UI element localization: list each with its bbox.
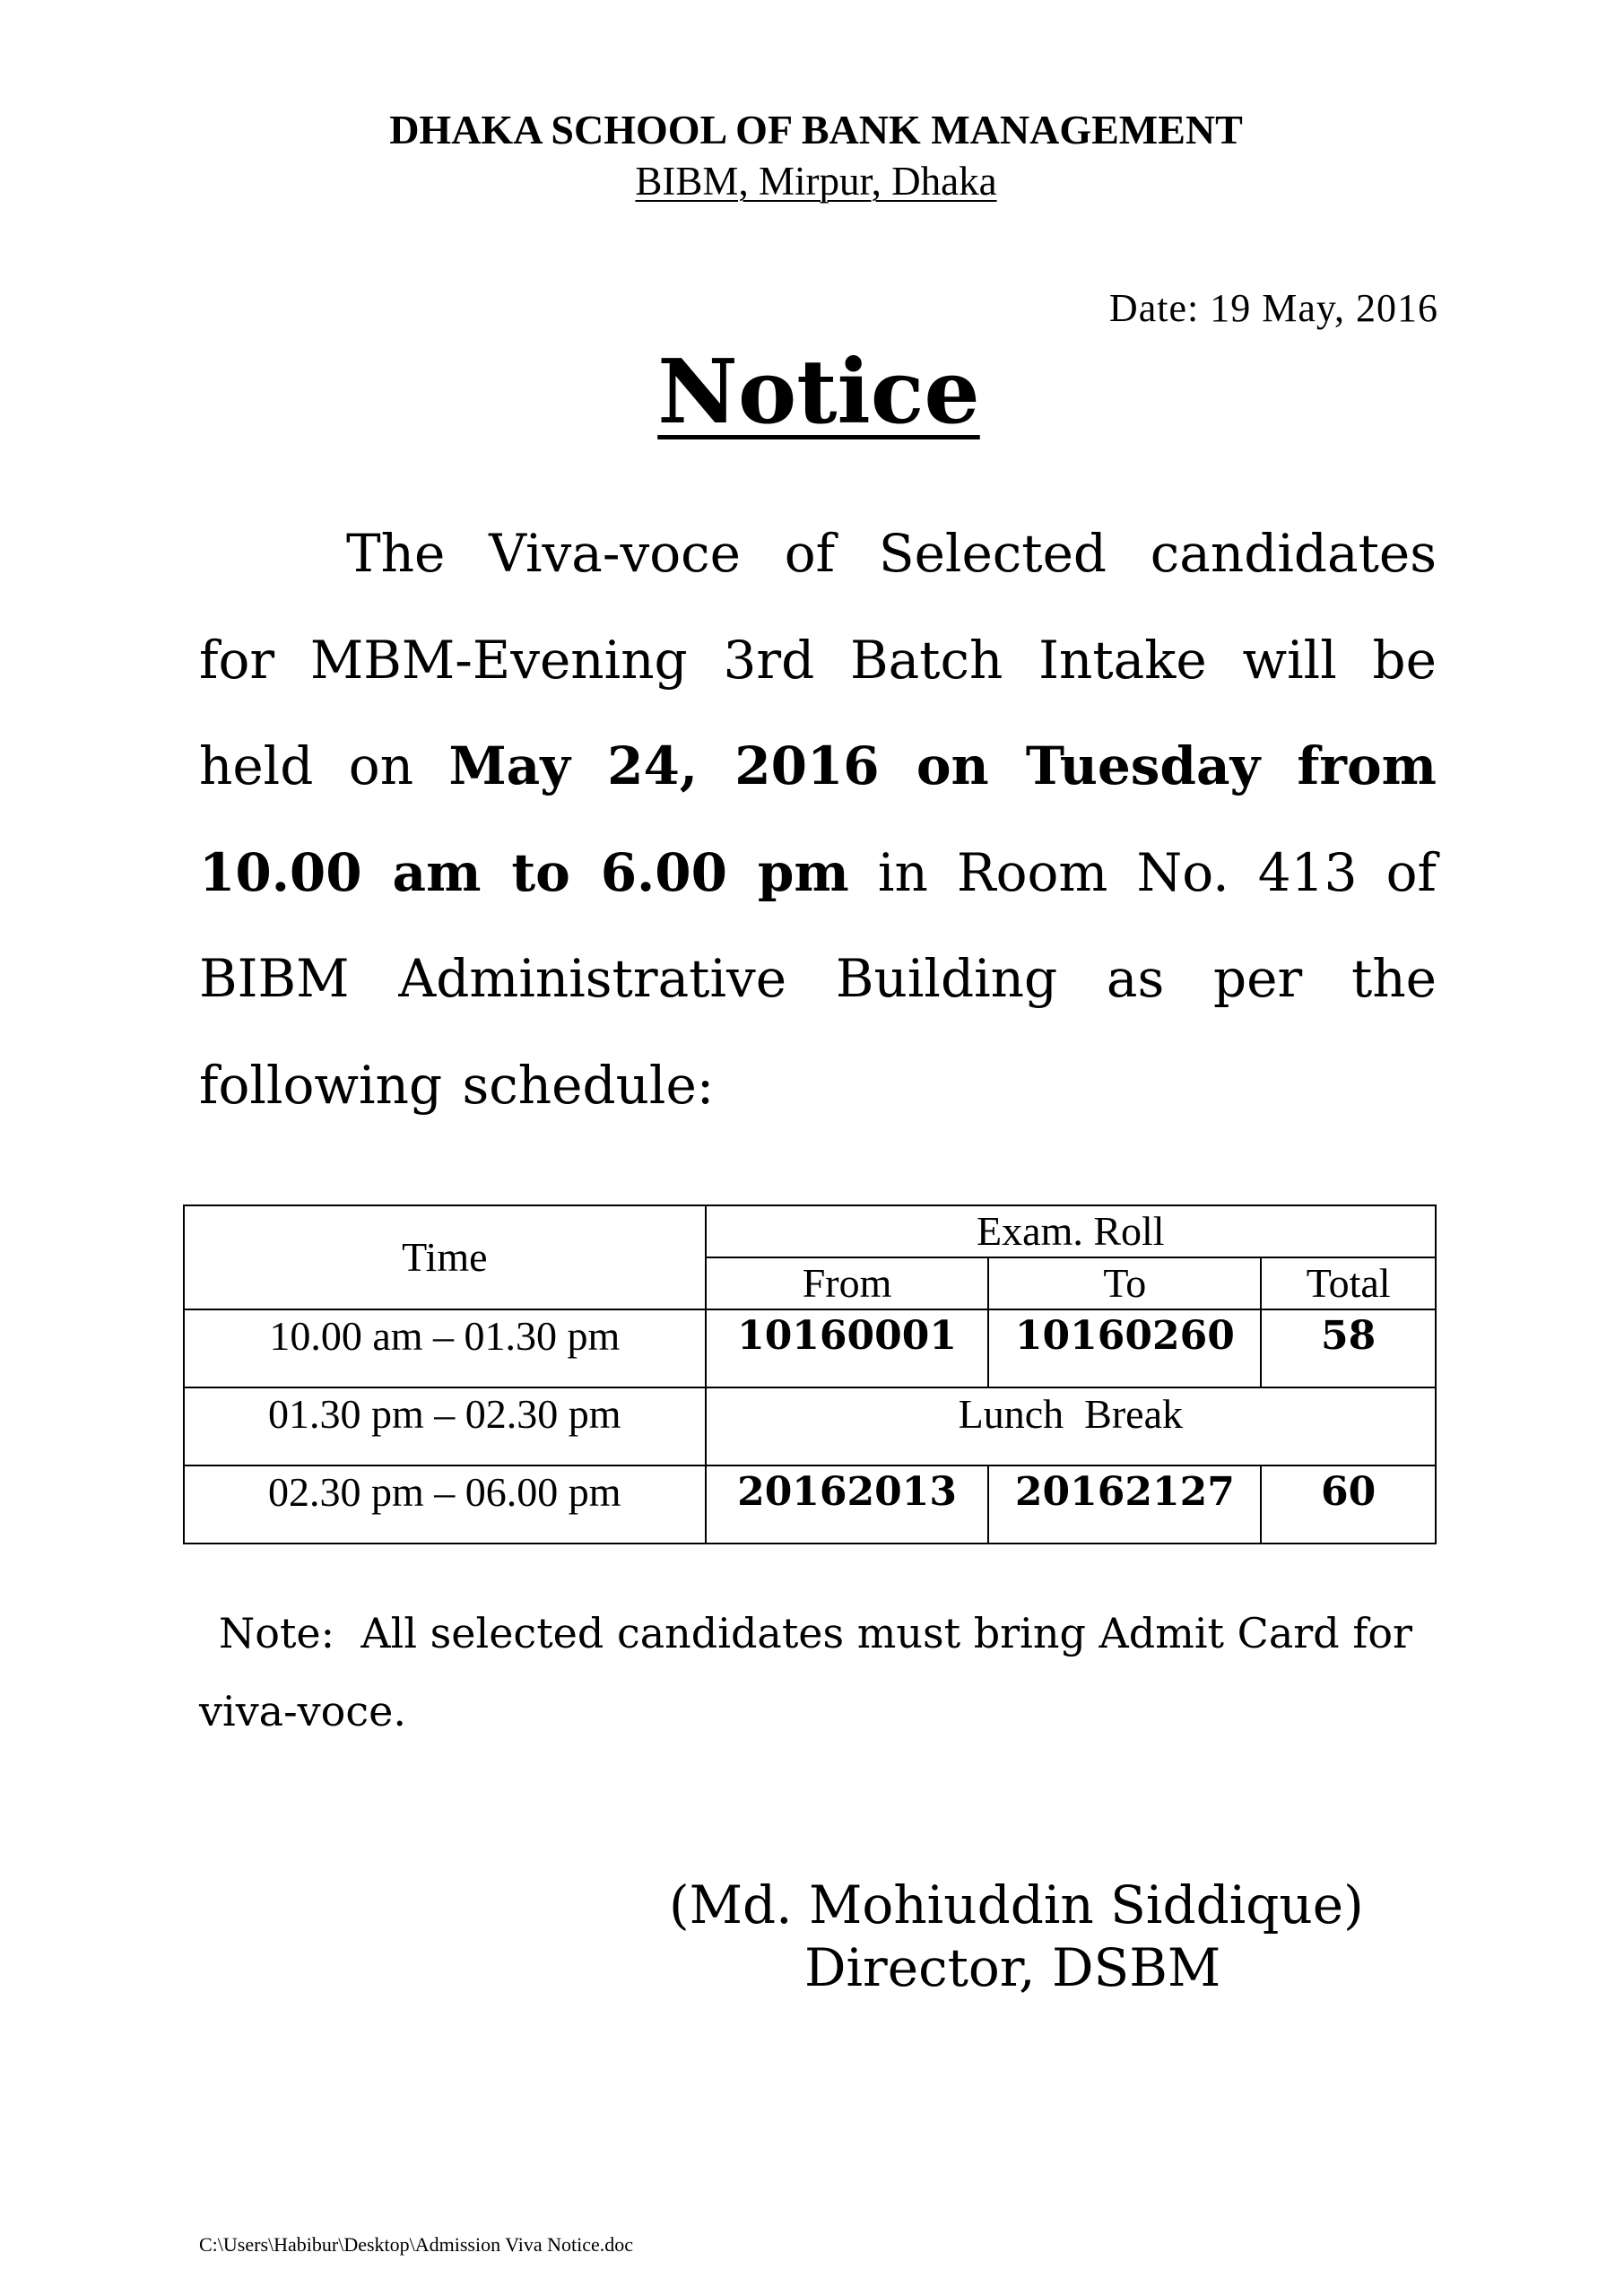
- note-label: Note:: [219, 1609, 335, 1657]
- school-address: [0, 158, 1624, 204]
- file-path-footer: C:\Users\Habibur\Desktop\Admission Viva Notice.doc: [199, 2233, 634, 2256]
- header-exam-roll: Exam. Roll: [706, 1205, 1436, 1257]
- signatory-name: (Md. Mohiuddin Siddique): [669, 1874, 1364, 1935]
- address-text: BIBM, Mirpur, Dhaka: [635, 159, 997, 204]
- table-row: [184, 1387, 1436, 1465]
- body-bold-datetime: May 24, 2016 on Tuesday from 10.00 am to 6.00 pm: [199, 735, 1437, 903]
- note: [199, 1595, 1437, 1751]
- row-total: 60: [1261, 1465, 1436, 1544]
- row-time: 10.00 am – 01.30 pm: [184, 1309, 706, 1387]
- notice-body: [199, 500, 1437, 1138]
- notice-title: [0, 341, 1624, 444]
- row-total: 58: [1261, 1309, 1436, 1387]
- body-text-1: The Viva-voce of Selected candidates for MBM-Evening 3rd Batch Intake will be held on: [199, 523, 1437, 796]
- title-text: Notice: [657, 341, 980, 444]
- row-time: 01.30 pm – 02.30 pm: [184, 1387, 706, 1465]
- row-to: 20162127: [988, 1465, 1261, 1544]
- row-from: 10160001: [706, 1309, 989, 1387]
- row-time: 02.30 pm – 06.00 pm: [184, 1465, 706, 1544]
- signatory-designation: Director, DSBM: [804, 1937, 1221, 1998]
- notice-date: Date: 19 May, 2016: [1108, 286, 1438, 330]
- table-row: [184, 1465, 1436, 1544]
- header-total: Total: [1261, 1257, 1436, 1309]
- header-from: From: [706, 1257, 989, 1309]
- note-text: All selected candidates must bring Admit Card for viva-voce.: [199, 1609, 1413, 1735]
- row-to: 10160260: [988, 1309, 1261, 1387]
- school-name: DHAKA SCHOOL OF BANK MANAGEMENT: [389, 107, 1243, 152]
- body-text-2: in Room No. 413 of BIBM Administrative Building as per the following schedule:: [199, 841, 1437, 1116]
- schedule-table: [183, 1205, 1437, 1544]
- header-time: Time: [184, 1205, 706, 1309]
- table-row: [184, 1309, 1436, 1387]
- row-lunch-break: Lunch Break: [706, 1387, 1436, 1465]
- header-to: To: [988, 1257, 1261, 1309]
- row-from: 20162013: [706, 1465, 989, 1544]
- table-header-row: [184, 1205, 1436, 1257]
